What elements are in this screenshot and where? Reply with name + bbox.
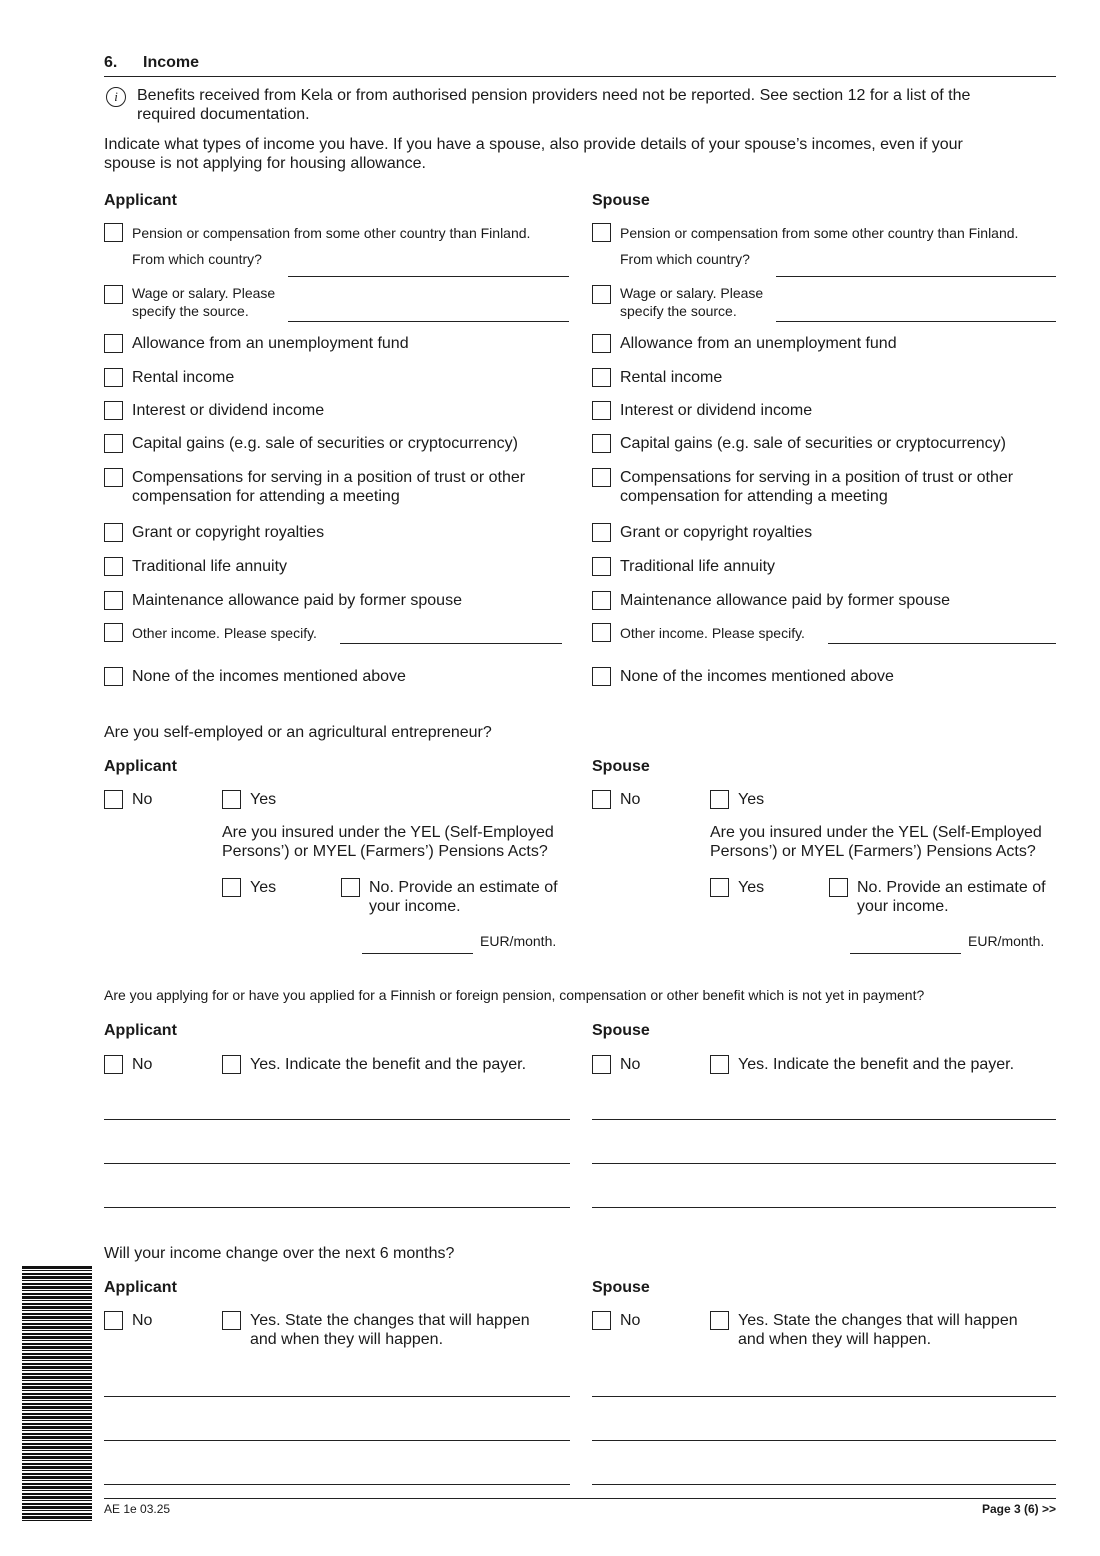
- applicant-change-no-label: No: [132, 1312, 153, 1329]
- applicant-insured-question1: Are you insured under the YEL (Self-Employed: [222, 824, 554, 841]
- spouse-wage-source-field[interactable]: [776, 321, 1056, 322]
- applicant-change-yes-label2: and when they will happen.: [250, 1331, 444, 1348]
- applicant-maintenance-label: Maintenance allowance paid by former spouse: [132, 592, 462, 609]
- self-employed-question: Are you self-employed or an agricultural entrepreneur?: [104, 724, 492, 741]
- spouse-change-yes-checkbox[interactable]: [710, 1311, 729, 1330]
- applicant-trust-label1: Compensations for serving in a position of trust or other: [132, 469, 526, 486]
- spouse-change-detail-line[interactable]: [592, 1396, 1056, 1397]
- applicant-pension-detail-line[interactable]: [104, 1119, 570, 1120]
- applicant-pension-foreign-label: Pension or compensation from some other country than Finland.: [132, 225, 531, 241]
- spouse-country-field[interactable]: [776, 276, 1056, 277]
- section-number: 6.: [104, 54, 118, 71]
- applicant-rental-label: Rental income: [132, 369, 235, 386]
- spouse-unemployment-label: Allowance from an unemployment fund: [620, 335, 897, 352]
- applicant-country-label: From which country?: [132, 251, 262, 267]
- applicant-country-field[interactable]: [288, 276, 569, 277]
- spouse-self-employed-yes-label: Yes: [738, 791, 765, 808]
- applicant-wage-checkbox[interactable]: [104, 285, 123, 304]
- info-note-line2: required documentation.: [137, 106, 310, 123]
- spouse-self-employed-no-checkbox[interactable]: [592, 790, 611, 809]
- spouse-maintenance-label: Maintenance allowance paid by former spouse: [620, 592, 950, 609]
- spouse-pension-no-checkbox[interactable]: [592, 1055, 611, 1074]
- barcode: [22, 1266, 92, 1522]
- self-employed-applicant-header: Applicant: [104, 758, 177, 775]
- applicant-trust-checkbox[interactable]: [104, 468, 123, 487]
- spouse-interest-checkbox[interactable]: [592, 401, 611, 420]
- spouse-pension-yes-checkbox[interactable]: [710, 1055, 729, 1074]
- spouse-pension-no-label: No: [620, 1056, 641, 1073]
- spouse-trust-label1: Compensations for serving in a position of trust or other: [620, 469, 1014, 486]
- applicant-pension-yes-checkbox[interactable]: [222, 1055, 241, 1074]
- applicant-insured-no-checkbox[interactable]: [341, 878, 360, 897]
- spouse-change-detail-line[interactable]: [592, 1440, 1056, 1441]
- spouse-insured-yes-label: Yes: [738, 879, 765, 896]
- pension-spouse-header: Spouse: [592, 1022, 650, 1039]
- applicant-wage-label2: specify the source.: [132, 303, 249, 319]
- spouse-income-estimate-field[interactable]: [850, 953, 961, 954]
- applicant-pension-no-checkbox[interactable]: [104, 1055, 123, 1074]
- spouse-country-label: From which country?: [620, 251, 750, 267]
- section-title: Income: [143, 54, 200, 71]
- spouse-annuity-checkbox[interactable]: [592, 557, 611, 576]
- change-applicant-header: Applicant: [104, 1279, 177, 1296]
- pension-pending-question: Are you applying for or have you applied for a Finnish or foreign pension, compensation or other benefit which is not yet in payment?: [104, 987, 925, 1003]
- page-number: Page 3 (6) >>: [981, 1502, 1056, 1516]
- spouse-pension-yes-label: Yes. Indicate the benefit and the payer.: [738, 1056, 1015, 1073]
- applicant-unemployment-checkbox[interactable]: [104, 334, 123, 353]
- applicant-grant-label: Grant or copyright royalties: [132, 524, 325, 541]
- income-change-question: Will your income change over the next 6 months?: [104, 1245, 455, 1262]
- applicant-annuity-label: Traditional life annuity: [132, 558, 288, 575]
- spouse-rental-checkbox[interactable]: [592, 368, 611, 387]
- spouse-wage-label1: Wage or salary. Please: [620, 285, 764, 301]
- spouse-change-yes-label2: and when they will happen.: [738, 1331, 932, 1348]
- applicant-eur-month-label: EUR/month.: [480, 933, 557, 949]
- info-note-line1: Benefits received from Kela or from authorised pension providers need not be reported. See section 12 for a list of the: [137, 87, 971, 104]
- applicant-self-employed-yes-checkbox[interactable]: [222, 790, 241, 809]
- spouse-pension-detail-line[interactable]: [592, 1207, 1056, 1208]
- spouse-trust-label2: compensation for attending a meeting: [620, 488, 888, 505]
- applicant-pension-detail-line[interactable]: [104, 1207, 570, 1208]
- applicant-change-detail-line[interactable]: [104, 1484, 570, 1485]
- spouse-trust-checkbox[interactable]: [592, 468, 611, 487]
- self-employed-spouse-header: Spouse: [592, 758, 650, 775]
- spouse-insured-yes-checkbox[interactable]: [710, 878, 729, 897]
- applicant-capital-label: Capital gains (e.g. sale of securities or cryptocurrency): [132, 435, 518, 452]
- applicant-self-employed-yes-label: Yes: [250, 791, 277, 808]
- spouse-capital-label: Capital gains (e.g. sale of securities or cryptocurrency): [620, 435, 1006, 452]
- spouse-wage-checkbox[interactable]: [592, 285, 611, 304]
- applicant-pension-detail-line[interactable]: [104, 1163, 570, 1164]
- spouse-annuity-label: Traditional life annuity: [620, 558, 776, 575]
- spouse-none-checkbox[interactable]: [592, 667, 611, 686]
- change-spouse-header: Spouse: [592, 1279, 650, 1296]
- applicant-insured-question2: Persons’) or MYEL (Farmers’) Pensions Acts?: [222, 843, 548, 860]
- spouse-insured-no-label2: your income.: [857, 898, 949, 915]
- applicant-other-field[interactable]: [340, 643, 562, 644]
- spouse-self-employed-no-label: No: [620, 791, 641, 808]
- applicant-wage-label1: Wage or salary. Please: [132, 285, 276, 301]
- spouse-change-no-label: No: [620, 1312, 641, 1329]
- spouse-change-no-checkbox[interactable]: [592, 1311, 611, 1330]
- applicant-maintenance-checkbox[interactable]: [104, 591, 123, 610]
- applicant-capital-checkbox[interactable]: [104, 434, 123, 453]
- applicant-insured-no-label1: No. Provide an estimate of: [369, 879, 558, 896]
- spouse-header: Spouse: [592, 192, 650, 209]
- spouse-other-label: Other income. Please specify.: [620, 625, 805, 641]
- applicant-change-yes-checkbox[interactable]: [222, 1311, 241, 1330]
- applicant-insured-no-label2: your income.: [369, 898, 461, 915]
- spouse-change-yes-label1: Yes. State the changes that will happen: [738, 1312, 1018, 1329]
- applicant-self-employed-no-label: No: [132, 791, 153, 808]
- applicant-change-detail-line[interactable]: [104, 1396, 570, 1397]
- pension-applicant-header: Applicant: [104, 1022, 177, 1039]
- spouse-pension-foreign-checkbox[interactable]: [592, 223, 611, 242]
- section-rule: [104, 76, 1056, 77]
- applicant-other-label: Other income. Please specify.: [132, 625, 317, 641]
- spouse-insured-no-label1: No. Provide an estimate of: [857, 879, 1046, 896]
- spouse-rental-label: Rental income: [620, 369, 723, 386]
- applicant-pension-no-label: No: [132, 1056, 153, 1073]
- form-code: AE 1e 03.25: [104, 1502, 171, 1516]
- applicant-interest-checkbox[interactable]: [104, 401, 123, 420]
- spouse-none-label: None of the incomes mentioned above: [620, 668, 894, 685]
- applicant-trust-label2: compensation for attending a meeting: [132, 488, 400, 505]
- applicant-annuity-checkbox[interactable]: [104, 557, 123, 576]
- spouse-capital-checkbox[interactable]: [592, 434, 611, 453]
- info-icon: i: [106, 87, 126, 107]
- applicant-change-detail-line[interactable]: [104, 1440, 570, 1441]
- footer-rule: [104, 1498, 1056, 1499]
- applicant-pension-yes-label: Yes. Indicate the benefit and the payer.: [250, 1056, 527, 1073]
- applicant-none-checkbox[interactable]: [104, 667, 123, 686]
- applicant-header: Applicant: [104, 192, 177, 209]
- intro-line2: spouse is not applying for housing allowance.: [104, 155, 426, 172]
- spouse-change-detail-line[interactable]: [592, 1484, 1056, 1485]
- applicant-change-no-checkbox[interactable]: [104, 1311, 123, 1330]
- applicant-none-label: None of the incomes mentioned above: [132, 668, 406, 685]
- applicant-self-employed-no-checkbox[interactable]: [104, 790, 123, 809]
- spouse-pension-detail-line[interactable]: [592, 1119, 1056, 1120]
- applicant-grant-checkbox[interactable]: [104, 523, 123, 542]
- intro-line1: Indicate what types of income you have. If you have a spouse, also provide details of your spouse’s incomes, even if your: [104, 136, 963, 153]
- applicant-other-checkbox[interactable]: [104, 623, 123, 642]
- spouse-interest-label: Interest or dividend income: [620, 402, 813, 419]
- spouse-other-checkbox[interactable]: [592, 623, 611, 642]
- spouse-eur-month-label: EUR/month.: [968, 933, 1045, 949]
- spouse-grant-checkbox[interactable]: [592, 523, 611, 542]
- spouse-insured-question2: Persons’) or MYEL (Farmers’) Pensions Acts?: [710, 843, 1036, 860]
- spouse-pension-foreign-label: Pension or compensation from some other country than Finland.: [620, 225, 1019, 241]
- spouse-self-employed-yes-checkbox[interactable]: [710, 790, 729, 809]
- applicant-pension-foreign-checkbox[interactable]: [104, 223, 123, 242]
- spouse-grant-label: Grant or copyright royalties: [620, 524, 813, 541]
- spouse-unemployment-checkbox[interactable]: [592, 334, 611, 353]
- applicant-rental-checkbox[interactable]: [104, 368, 123, 387]
- applicant-insured-yes-label: Yes: [250, 879, 277, 896]
- applicant-unemployment-label: Allowance from an unemployment fund: [132, 335, 409, 352]
- spouse-wage-label2: specify the source.: [620, 303, 737, 319]
- applicant-interest-label: Interest or dividend income: [132, 402, 325, 419]
- spouse-insured-question1: Are you insured under the YEL (Self-Employed: [710, 824, 1042, 841]
- spouse-maintenance-checkbox[interactable]: [592, 591, 611, 610]
- spouse-pension-detail-line[interactable]: [592, 1163, 1056, 1164]
- applicant-income-estimate-field[interactable]: [362, 953, 473, 954]
- spouse-other-field[interactable]: [828, 643, 1056, 644]
- applicant-insured-yes-checkbox[interactable]: [222, 878, 241, 897]
- spouse-insured-no-checkbox[interactable]: [829, 878, 848, 897]
- applicant-wage-source-field[interactable]: [288, 321, 569, 322]
- applicant-change-yes-label1: Yes. State the changes that will happen: [250, 1312, 530, 1329]
